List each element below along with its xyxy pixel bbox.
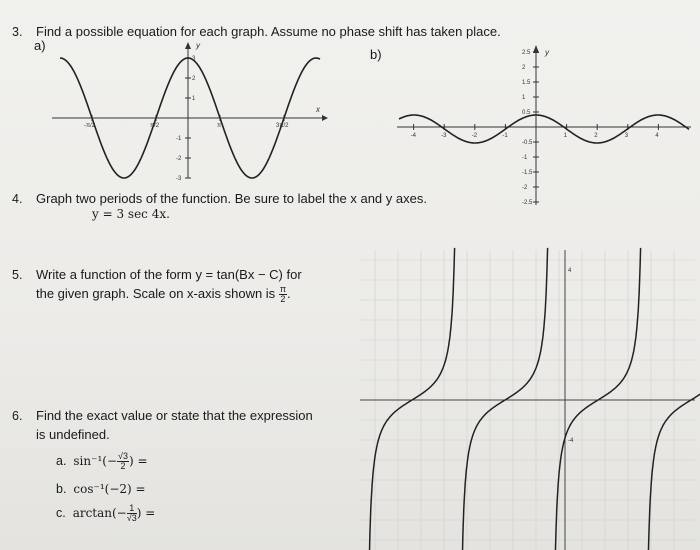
graph-a-ytick-m1: -1 [176,136,182,142]
graph-q5-curve-branch [463,248,548,550]
q6-item-a-den: 2 [120,461,126,471]
graph-a-x-arrow [322,115,328,121]
graph-b-ytick-label: -2.5 [522,200,533,206]
graph-b-xtick-label: -2 [471,133,478,139]
graph-b-xtick-label: -4 [410,133,416,139]
q6-item-c-frac [127,504,137,523]
graph-b-ytick-label: 2 [522,65,526,71]
q5-scale-num: π [279,284,287,294]
q5-line1: Write a function of the form y = tan(Bx − C) for [36,267,302,282]
q6-item-a-frac [117,452,129,471]
q6-item-c-expr: arctan(− [72,505,127,520]
q6-item-b-expr: cos⁻¹(−2) = [73,482,146,496]
graph-a-x-label: x [316,105,320,114]
q3-number: 3. [12,25,23,39]
q5-line2-text: the given graph. Scale on x-axis shown is [36,285,276,301]
q5-scale-end: . [287,285,291,301]
q6-line1: Find the exact value or state that the expression [36,408,313,423]
q6-item-b-letter: b. [56,482,67,496]
q6-item-a-close: ) = [128,453,148,468]
graph-q5-curves [370,248,700,550]
graph-b-ytick-label: 1.5 [522,80,531,86]
graph-b-xtick-label: -3 [441,133,447,139]
q6-line2: is undefined. [36,427,110,442]
q3-prompt: Find a possible equation for each graph. Assume no phase shift has taken place. [36,24,501,39]
graph-a [50,40,330,190]
graph-a-xtick-1: -π/2 [84,123,96,129]
q6-item-c-close: ) = [136,505,156,520]
graph-b-ytick-label: -0.5 [522,140,533,146]
graph-a-y-label: y [196,41,200,50]
q6-item-a-expr: sin⁻¹(− [73,453,117,468]
q3-part-a-label: a) [34,38,46,53]
q6-item-a [56,452,148,471]
graph-b-ytick-label: 0.5 [522,110,531,116]
graph-q5-ytick-top: 4 [568,268,572,274]
q6-item-c [56,504,155,523]
q6-number: 6. [12,409,23,423]
graph-a-y-arrow [185,42,191,49]
q4-equation: y = 3 sec 4x. [92,207,170,221]
graph-b-xtick-label: 3 [624,133,629,139]
graph-b-ytick-label: 1 [522,95,526,101]
q5-line2 [36,285,291,304]
q6-item-c-num: 1 [127,504,137,514]
graph-a-y-ticks [176,56,196,182]
graph-a-x-ticks [84,115,289,129]
q5-scale-den: 2 [280,294,286,304]
graph-a-xtick-2: π/2 [150,123,160,129]
graph-b-xtick-label: 1 [563,133,567,139]
graph-b-ytick-label: -2 [522,185,528,191]
q6-item-b [56,482,146,496]
q4-prompt: Graph two periods of the function. Be sure to label the x and y axes. [36,191,427,206]
graph-b-xtick-label: -1 [502,133,508,139]
graph-a-ytick-2: 2 [192,76,196,82]
q6-item-c-den: √3 [126,513,137,523]
graph-b-ytick-label: 2.5 [522,50,531,56]
graph-a-xtick-3: π [217,123,222,129]
q6-item-a-letter: a. [56,453,67,468]
graph-q5-curve-branch [370,248,455,550]
graph-b-ytick-label: -1 [522,155,528,161]
graph-a-ytick-3: 3 [192,56,196,62]
graph-a-xtick-4: 3π/2 [276,123,289,129]
graph-b-ticks [411,50,660,206]
q3-part-b-label: b) [370,47,382,62]
graph-b-xtick-label: 2 [594,133,598,139]
graph-b-xtick-label: 4 [655,133,659,139]
graph-b-ytick-label: -1.5 [522,170,533,176]
q4-number: 4. [12,192,23,206]
graph-a-ytick-m3: -3 [176,176,182,182]
q5-scale-fraction [279,285,287,304]
graph-b [395,45,695,210]
graph-q5 [360,250,695,550]
graph-a-ytick-1: 1 [192,96,196,102]
q6-item-a-num: √3 [118,451,128,461]
graph-q5-ytick-bottom: -4 [568,438,574,444]
graph-b-y-label: y [545,48,549,57]
graph-a-ytick-m2: -2 [176,156,182,162]
q5-number: 5. [12,268,23,282]
q6-item-c-letter: c. [56,505,66,520]
